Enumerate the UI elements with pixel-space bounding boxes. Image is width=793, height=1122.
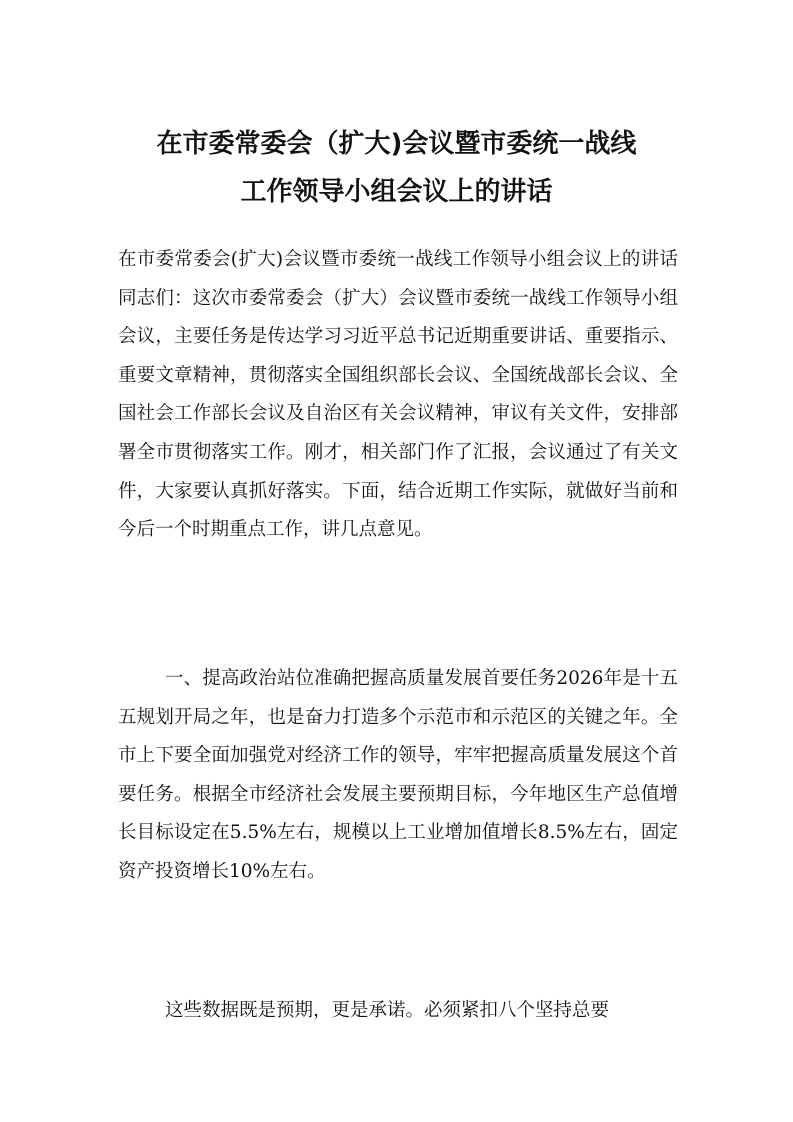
document-title-line-1: 在市委常委会（扩大)会议暨市委统一战线	[156, 129, 637, 159]
paragraph-opening: 在市委常委会(扩大)会议暨市委统一战线工作领导小组会议上的讲话同志们：这次市委常委会（扩大）会议暨市委统一战线工作领导小组会议，主要任务是传达学习习近平总书记近期重要讲话、重要指示、重要文章精神，贯彻落实全国组织部长会议、全国统战部长会议、全国社会工作部长会议及自治区有关会议精神，审议有关文件，安排部署全市贯彻落实工作。刚才，相关部门作了汇报，会议通过了有关文件，大家要认真抓好落实。下面，结合近期工作实际，就做好当前和今后一个时期重点工作，讲几点意见。	[118, 249, 678, 541]
paragraph-continuation: 这些数据既是预期，更是承诺。必须紧扣八个坚持总要	[165, 1000, 610, 1021]
document-title-line-2: 工作领导小组会议上的讲话	[240, 177, 553, 207]
paragraph-section-one: 一、提高政治站位准确把握高质量发展首要任务2026年是十五五规划开局之年，也是奋力打造多个示范市和示范区的关键之年。全市上下要全面加强党对经济工作的领导，牢牢把握高质量发展这个首要任务。根据全市经济社会发展主要预期目标，今年地区生产总值增长目标设定在5.5%左右，规模以上工业增加值增长8.5%左右，固定资产投资增长10%左右。	[118, 668, 678, 882]
